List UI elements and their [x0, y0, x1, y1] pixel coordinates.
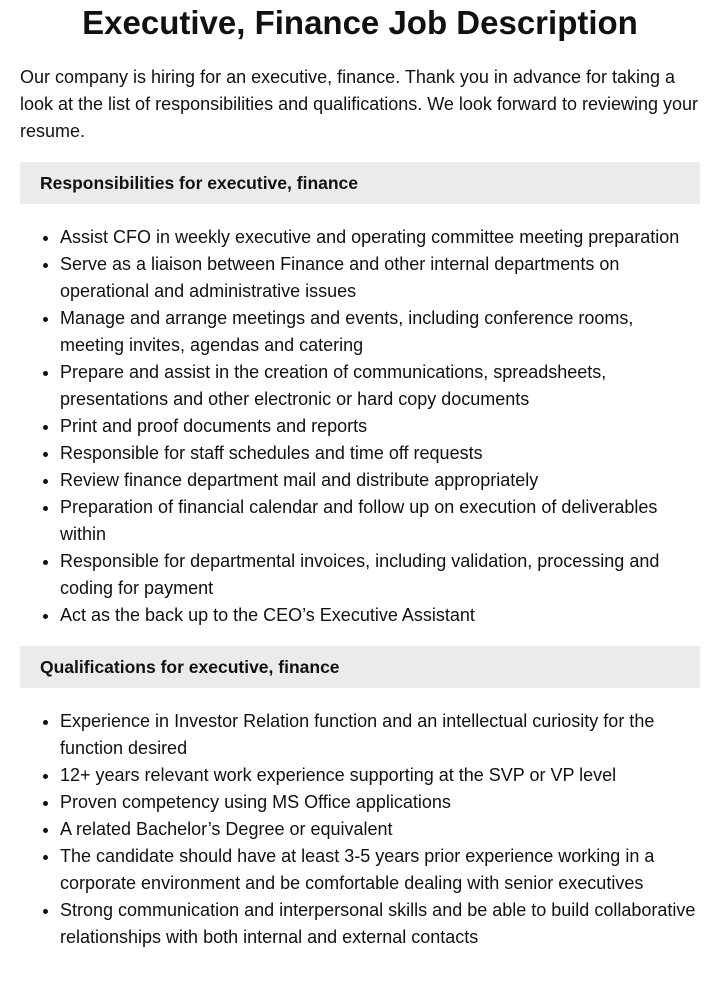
intro-text: Our company is hiring for an executive, finance. Thank you in advance for taking a look at the list of responsibilities and qualifications. We look forward to reviewing your resume. — [20, 67, 699, 141]
list-item: • 12+ years relevant work experience supporting at the SVP or VP level — [60, 762, 700, 789]
list-item: • Manage and arrange meetings and events, including conference rooms, meeting invites, agendas and catering — [60, 305, 700, 359]
list-item: • A related Bachelor’s Degree or equivalent — [60, 816, 700, 843]
qualifications-list — [20, 708, 700, 951]
list-item: • The candidate should have at least 3-5 years prior experience working in a corporate environment and be comfortable dealing with senior executives — [60, 843, 700, 897]
list-item: • Proven competency using MS Office applications — [60, 789, 700, 816]
list-item: • Serve as a liaison between Finance and other internal departments on operational and administrative issues — [60, 251, 700, 305]
list-item: • Strong communication and interpersonal skills and be able to build collaborative relationships with both internal and external contacts — [60, 897, 700, 951]
list-item: • Act as the back up to the CEO’s Executive Assistant — [60, 602, 700, 629]
list-item: • Prepare and assist in the creation of communications, spreadsheets, presentations and other electronic or hard copy documents — [60, 359, 700, 413]
list-item: • Experience in Investor Relation function and an intellectual curiosity for the function desired — [60, 708, 700, 762]
list-item: • Review finance department mail and distribute appropriately — [60, 467, 700, 494]
list-item: • Responsible for departmental invoices, including validation, processing and coding for payment — [60, 548, 700, 602]
list-item: • Assist CFO in weekly executive and operating committee meeting preparation — [60, 224, 700, 251]
responsibilities-heading: Responsibilities for executive, finance — [20, 162, 700, 204]
list-item: • Responsible for staff schedules and time off requests — [60, 440, 700, 467]
responsibilities-list — [20, 224, 700, 629]
list-item: • Print and proof documents and reports — [60, 413, 700, 440]
page-title: Executive, Finance Job Description — [82, 4, 638, 41]
list-item: • Preparation of financial calendar and follow up on execution of deliverables within — [60, 494, 700, 548]
qualifications-heading: Qualifications for executive, finance — [20, 646, 700, 688]
